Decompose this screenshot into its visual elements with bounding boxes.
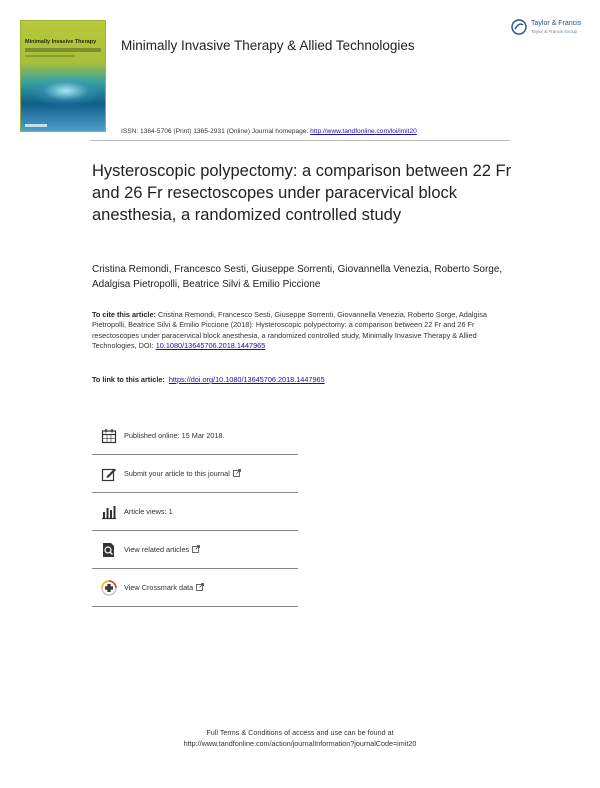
footer xyxy=(0,727,600,749)
submit-article-link[interactable]: Submit your article to this journal xyxy=(124,469,230,478)
publisher-logo-group: Taylor & Francis Group xyxy=(531,29,578,34)
crossmark-icon xyxy=(100,579,118,597)
cover-journal-title: Minimally Invasive Therapy xyxy=(25,39,97,45)
issn-line xyxy=(121,128,417,135)
external-link-icon xyxy=(192,545,200,555)
article-views-text: Article views: 1 xyxy=(124,507,173,516)
calendar-icon xyxy=(100,427,118,445)
submit-article-row[interactable] xyxy=(92,455,298,493)
article-authors: Cristina Remondi, Francesco Sesti, Giuseppe Sorrenti, Giovannella Venezia, Roberto Sorge, Adalgisa Pietropolli, Beatrice Silvi & Emilio Piccione xyxy=(92,264,503,290)
cover-footer-mark xyxy=(25,124,47,127)
published-online-text: Published online: 15 Mar 2018. xyxy=(124,431,225,440)
publisher-logo[interactable] xyxy=(511,18,586,38)
journal-cover-image xyxy=(20,20,106,132)
cover-glow-graphic xyxy=(31,76,101,106)
crossmark-row[interactable] xyxy=(92,569,298,607)
crossmark-link[interactable]: View Crossmark data xyxy=(124,583,194,592)
footer-terms-text: Full Terms & Conditions of access and use can be found at xyxy=(206,728,394,737)
cover-subtitle-bar-2 xyxy=(25,55,75,57)
article-views-row xyxy=(92,493,298,531)
citation-label: To cite this article: xyxy=(92,310,156,319)
cover-subtitle-bar xyxy=(25,48,101,52)
issn-text: ISSN: 1364-5706 (Print) 1365-2931 (Online) Journal homepage: xyxy=(121,128,311,135)
citation-text: Cristina Remondi, Francesco Sesti, Giuseppe Sorrenti, Giovannella Venezia, Roberto Sorge, Adalgisa Pietropolli, Beatrice Silvi & Emilio Piccione (2018): Hysteroscopic polypectomy: a comparison between 22 Fr and 26 Fr resectoscopes under paracervical block anesthesia, a randomized controlled study, Minimally Invasive Therapy & Allied Technologies, DOI: xyxy=(92,310,487,351)
publisher-logo-icon xyxy=(511,19,527,35)
header-divider xyxy=(90,140,510,141)
footer-terms-link[interactable]: http://www.tandfonline.com/action/journalInformation?journalCode=imit20 xyxy=(183,739,417,748)
edit-icon xyxy=(100,465,118,483)
related-articles-row[interactable] xyxy=(92,531,298,569)
published-online-row xyxy=(92,417,298,455)
article-doi-url[interactable]: https://doi.org/10.1080/13645706.2018.1447965 xyxy=(168,375,325,384)
related-articles-link[interactable]: View related articles xyxy=(124,545,190,554)
publisher-logo-name: Taylor & Francis xyxy=(531,20,582,27)
citation-block xyxy=(92,310,522,352)
citation-doi-link[interactable]: 10.1080/13645706.2018.1447965 xyxy=(155,341,266,351)
article-link-label: To link to this article: xyxy=(92,375,165,384)
journal-title[interactable]: Minimally Invasive Therapy & Allied Technologies xyxy=(121,38,415,53)
external-link-icon xyxy=(233,469,241,479)
bar-chart-icon xyxy=(100,503,118,521)
external-link-icon xyxy=(196,583,204,593)
article-actions-list xyxy=(92,417,298,607)
article-title: Hysteroscopic polypectomy: a comparison between 22 Fr and 26 Fr resectoscopes under paracervical block anesthesia, a randomized controlled study xyxy=(92,162,512,224)
search-document-icon xyxy=(100,541,118,559)
journal-homepage-link[interactable]: http://www.tandfonline.com/loi/imit20 xyxy=(310,128,417,135)
article-link-block xyxy=(92,375,325,384)
